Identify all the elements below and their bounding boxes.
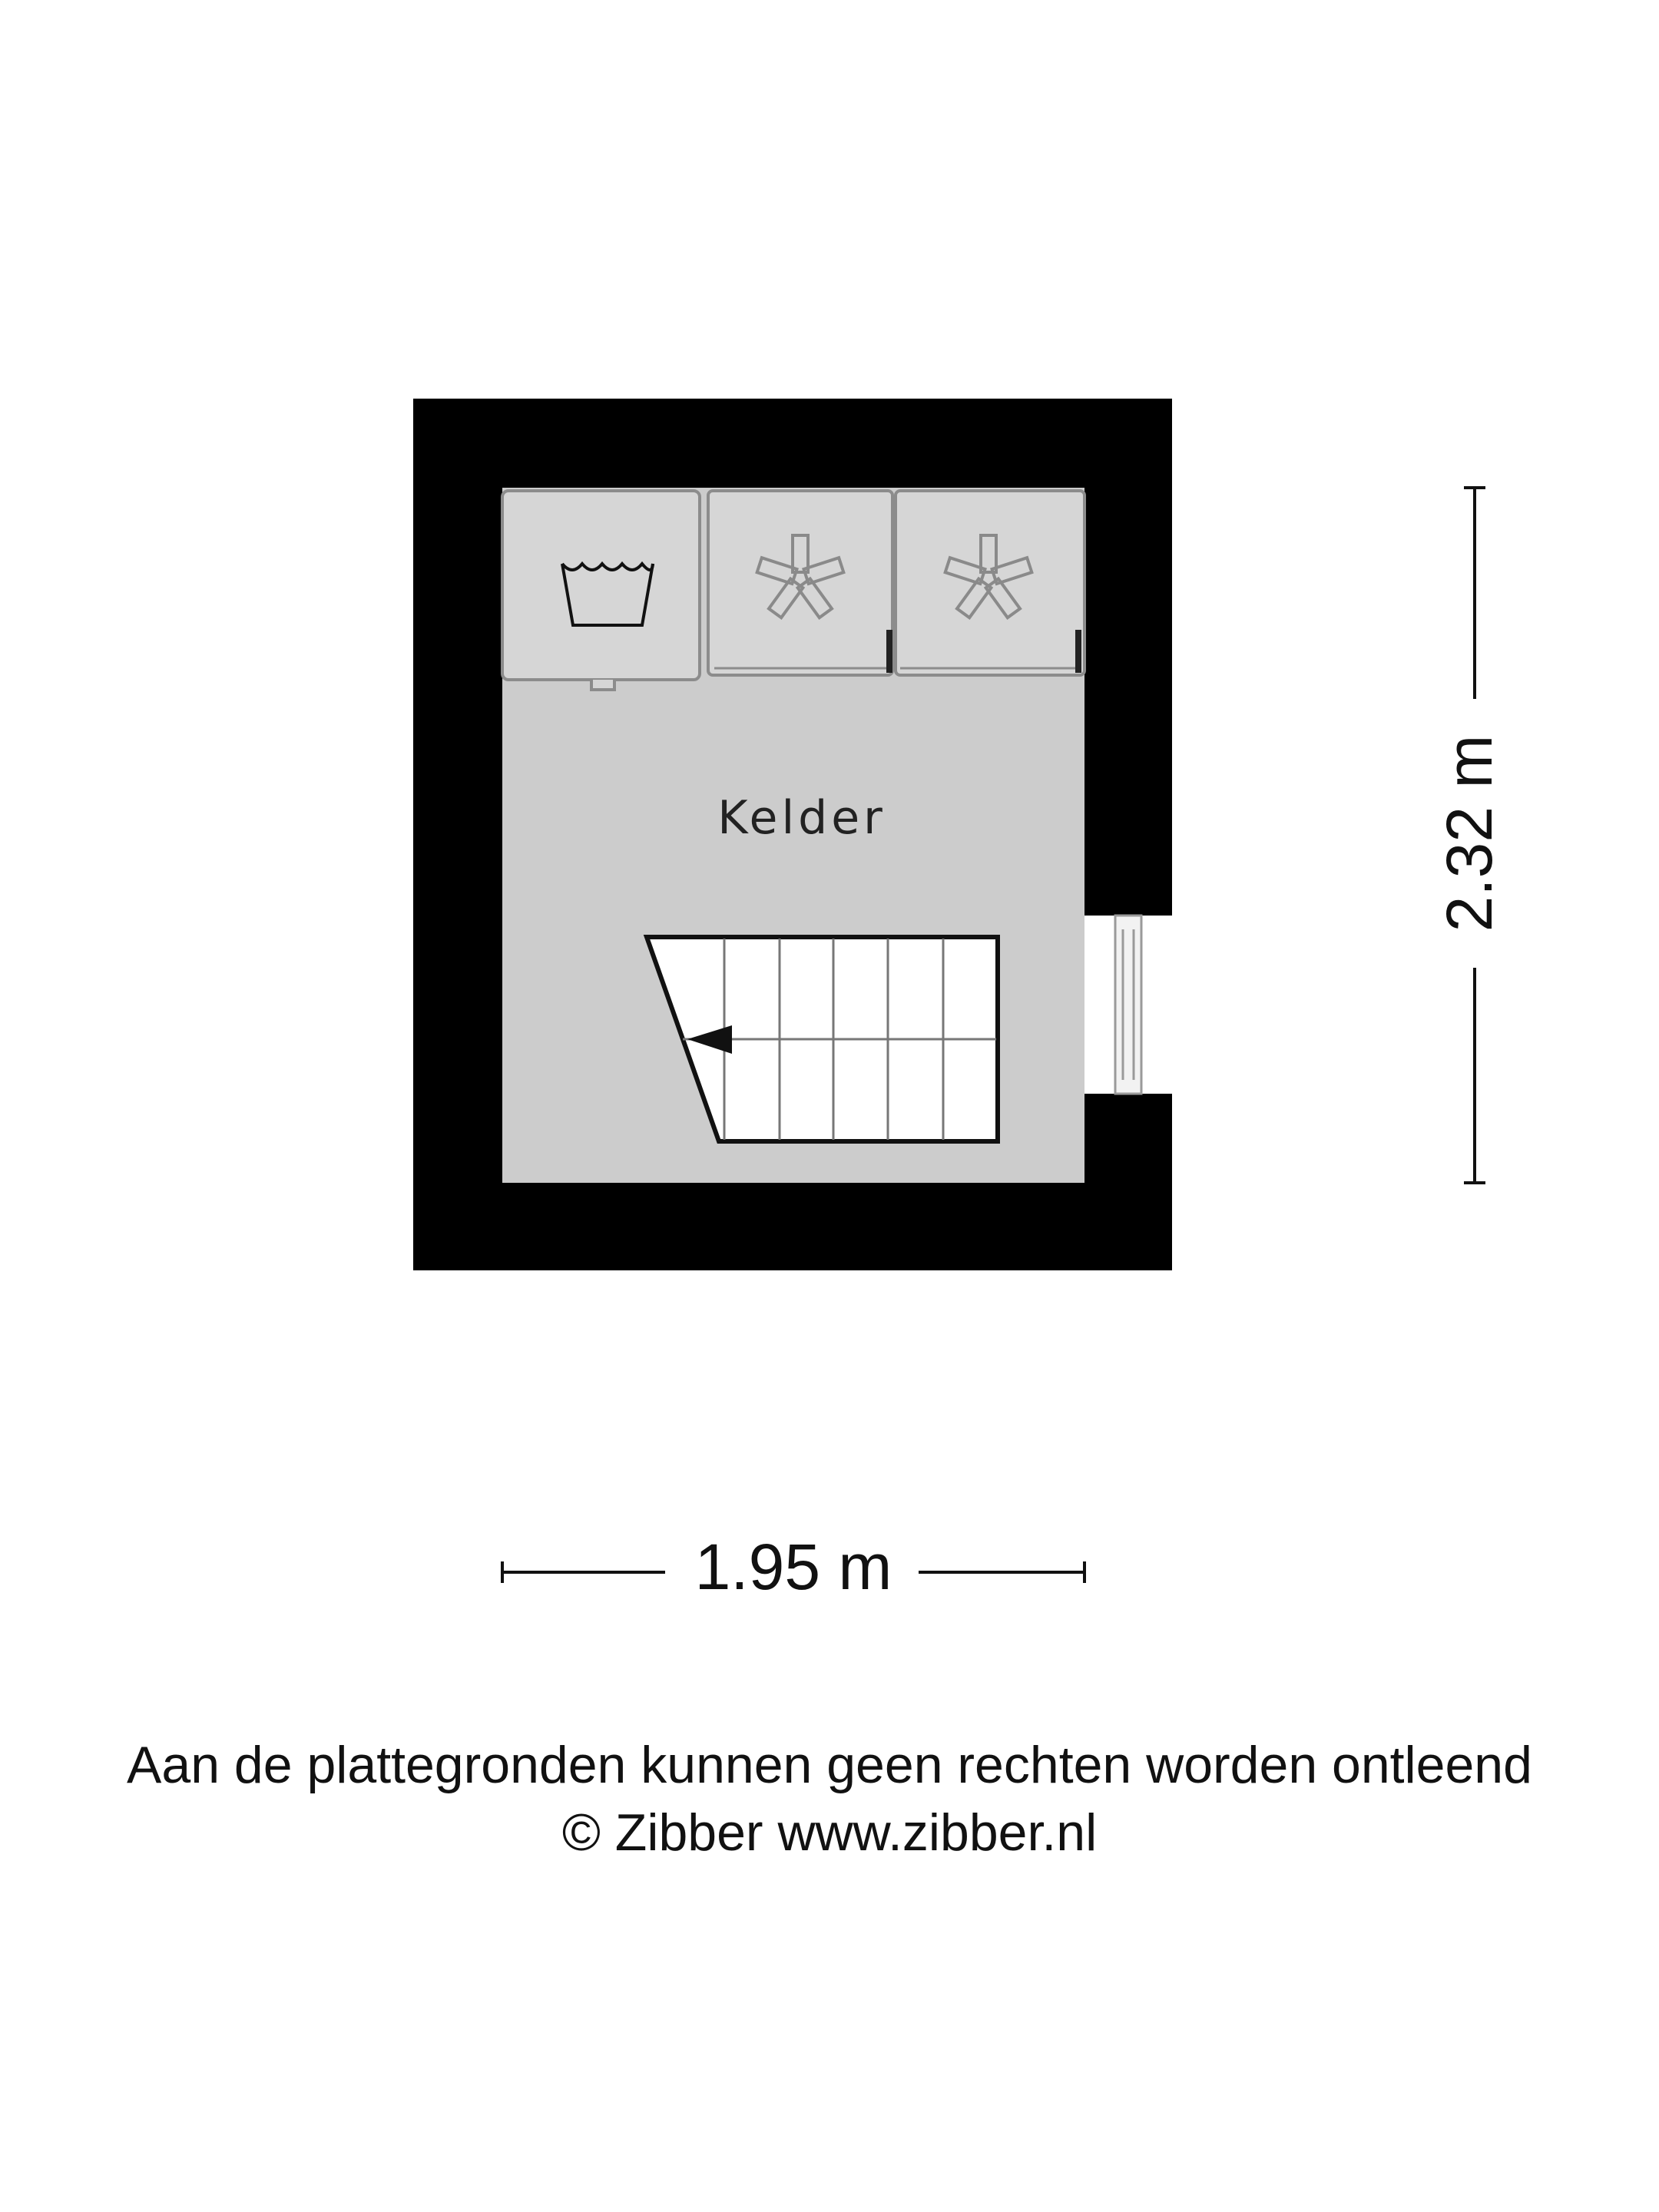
disclaimer-text: Aan de plattegronden kunnen geen rechten worden ontleend — [127, 1736, 1532, 1794]
height-label: 2.32 m — [1433, 734, 1506, 932]
width-dimension — [502, 1531, 1084, 1603]
copyright-text: © Zibber www.zibber.nl — [561, 1803, 1098, 1862]
dryer — [896, 491, 1084, 675]
width-label: 1.95 m — [694, 1531, 892, 1604]
washing-machine — [708, 491, 892, 675]
sink-cabinet — [502, 491, 700, 690]
door — [1084, 916, 1172, 1094]
room-label: Kelder — [717, 791, 886, 845]
height-dimension — [1433, 488, 1505, 1183]
